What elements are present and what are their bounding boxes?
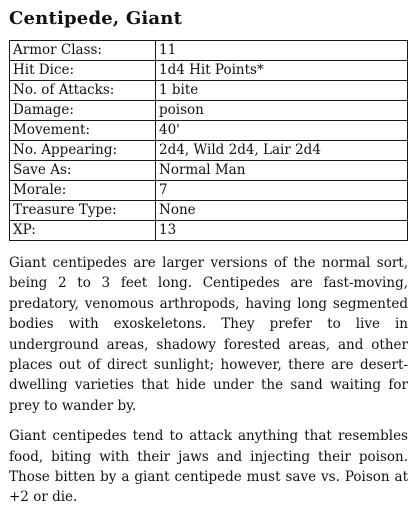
stat-row-attacks [10, 81, 408, 101]
stat-label: Armor Class: [10, 41, 156, 61]
stat-value: poison [156, 101, 408, 121]
stat-label: Movement: [10, 121, 156, 141]
stat-value: 11 [156, 41, 408, 61]
stat-label: Damage: [10, 101, 156, 121]
stat-row-damage [10, 101, 408, 121]
description-paragraph: Giant centipedes are larger versions of the normal sort, being 2 to 3 feet long. Centipedes are fast-moving, predatory, venomous arthropods, having long segmented bodies with exoskeletons. They prefer to live in underground areas, shadowy forested areas, and other places out of direct sunlight; however, there are desert-dwelling varieties that hide under the sand waiting for prey to wander by. [9, 255, 408, 414]
stat-value: None [156, 201, 408, 221]
stat-row-armor-class [10, 41, 408, 61]
stat-label: Hit Dice: [10, 61, 156, 81]
monster-title: Centipede, Giant [9, 8, 183, 29]
stat-value: 13 [156, 221, 408, 241]
stat-label: No. Appearing: [10, 141, 156, 161]
stat-value: 1 bite [156, 81, 408, 101]
stat-row-treasure [10, 201, 408, 221]
stat-block-table [9, 40, 408, 241]
stat-label: Morale: [10, 181, 156, 201]
stat-row-xp [10, 221, 408, 241]
description-paragraph: Giant centipedes tend to attack anything that resembles food, biting with their jaws and injecting their poison. Those bitten by a giant centipede must save vs. Poison at +2 or die. [9, 428, 408, 506]
stat-value: 1d4 Hit Points* [156, 61, 408, 81]
monster-entry [9, 8, 408, 508]
stat-row-morale [10, 181, 408, 201]
stat-label: XP: [10, 221, 156, 241]
stat-label: Save As: [10, 161, 156, 181]
stat-label: Treasure Type: [10, 201, 156, 221]
stat-row-movement [10, 121, 408, 141]
stat-value: 7 [156, 181, 408, 201]
stat-value: 40' [156, 121, 408, 141]
stat-row-appearing [10, 141, 408, 161]
stat-row-hit-dice [10, 61, 408, 81]
stat-row-save-as [10, 161, 408, 181]
stat-value: Normal Man [156, 161, 408, 181]
stat-label: No. of Attacks: [10, 81, 156, 101]
stat-value: 2d4, Wild 2d4, Lair 2d4 [156, 141, 408, 161]
